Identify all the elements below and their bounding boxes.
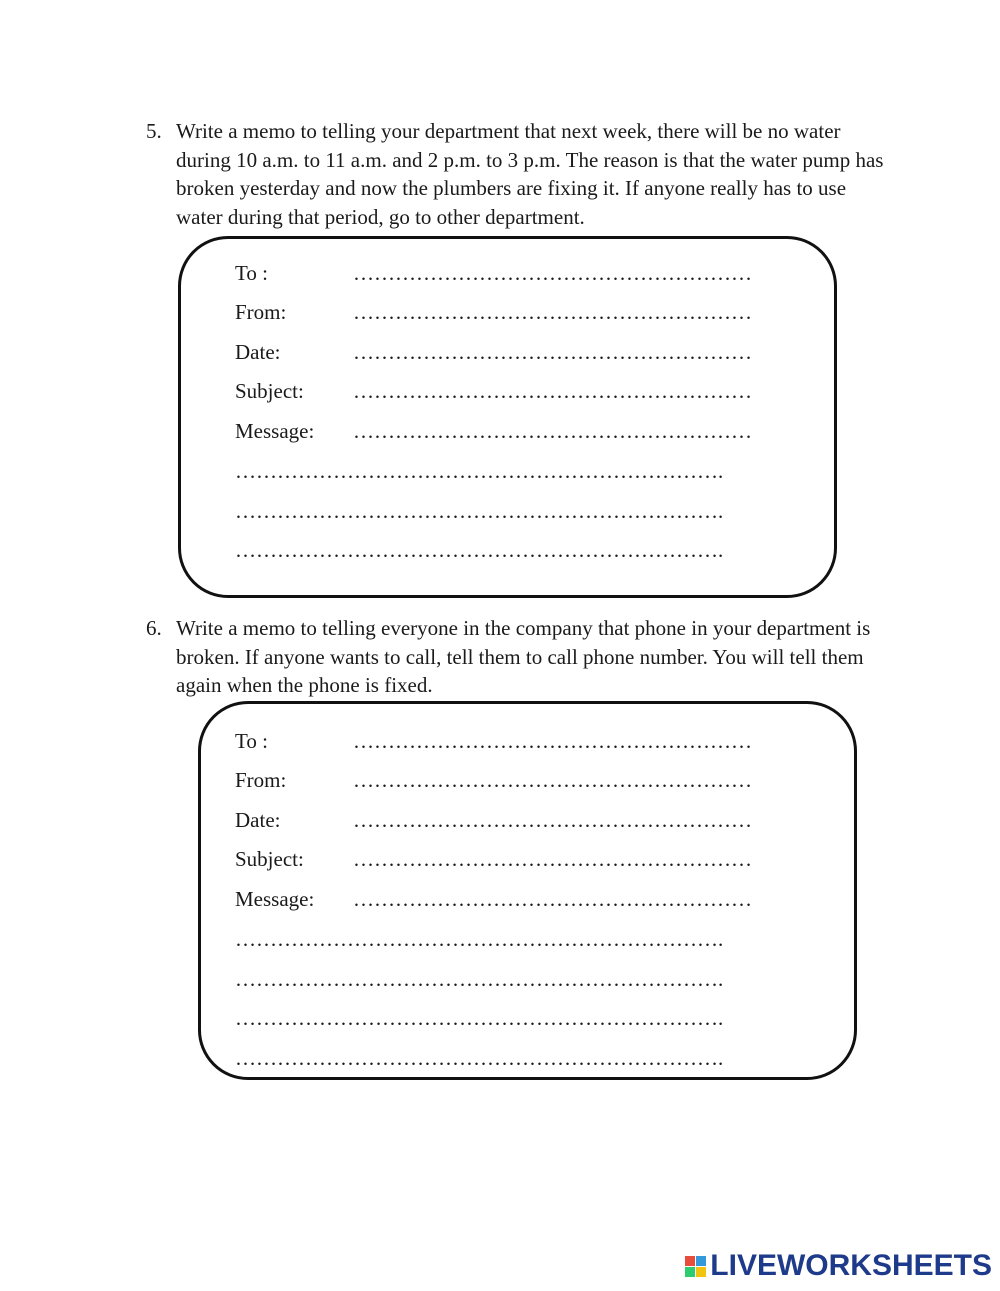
liveworksheets-logo[interactable] xyxy=(685,1249,992,1283)
memo6-subject-row xyxy=(235,845,752,873)
memo6-message-line-2[interactable]: ……………………………………………………………. xyxy=(235,967,724,991)
message-label: Message: xyxy=(235,419,315,443)
logo-block xyxy=(696,1256,706,1266)
memo5-date-row xyxy=(235,338,752,366)
memo5-to-row xyxy=(235,259,752,287)
memo5-subject-row xyxy=(235,377,752,405)
logo-block xyxy=(685,1267,695,1277)
memo6-from-row xyxy=(235,766,752,794)
subject-label: Subject: xyxy=(235,847,304,871)
memo5-message-line-1[interactable]: ……………………………………………………………. xyxy=(235,459,724,483)
message-answer-line[interactable]: ………………………………………………… xyxy=(353,419,752,443)
from-label: From: xyxy=(235,768,287,792)
to-label: To : xyxy=(235,261,268,285)
question-number: 6. xyxy=(146,616,162,640)
from-label: From: xyxy=(235,300,287,324)
message-answer-line[interactable]: ………………………………………………… xyxy=(353,887,752,911)
logo-blocks-icon xyxy=(685,1256,706,1277)
logo-block xyxy=(696,1267,706,1277)
memo5-message-line-2[interactable]: ……………………………………………………………. xyxy=(235,499,724,523)
question-number: 5. xyxy=(146,119,162,143)
to-answer-line[interactable]: ………………………………………………… xyxy=(353,729,752,753)
to-label: To : xyxy=(235,729,268,753)
memo5-from-row xyxy=(235,298,752,326)
memo6-date-row xyxy=(235,806,752,834)
memo6-message-line-3[interactable]: ……………………………………………………………. xyxy=(235,1006,724,1030)
date-label: Date: xyxy=(235,340,281,364)
memo6-to-row xyxy=(235,727,752,755)
memo5-message-line-3[interactable]: ……………………………………………………………. xyxy=(235,538,724,562)
from-answer-line[interactable]: ………………………………………………… xyxy=(353,300,752,324)
logo-block xyxy=(685,1256,695,1266)
memo6-message-line-4[interactable]: ……………………………………………………………. xyxy=(235,1046,724,1070)
to-answer-line[interactable]: ………………………………………………… xyxy=(353,261,752,285)
brand-text: LIVEWORKSHEETS xyxy=(710,1249,992,1282)
subject-label: Subject: xyxy=(235,379,304,403)
date-answer-line[interactable]: ………………………………………………… xyxy=(353,340,752,364)
memo6-message-row xyxy=(235,885,752,913)
date-label: Date: xyxy=(235,808,281,832)
message-label: Message: xyxy=(235,887,315,911)
question-text: Write a memo to telling your department that next week, there will be no water during 10 a.m. to 11 a.m. and 2 p.m. to 3 p.m. The reason is that the water pump has broken yesterday and now the plumbers are fixing it. If anyone really has to use water during that period, go to other department. xyxy=(176,119,884,229)
date-answer-line[interactable]: ………………………………………………… xyxy=(353,808,752,832)
question-6 xyxy=(146,614,886,700)
from-answer-line[interactable]: ………………………………………………… xyxy=(353,768,752,792)
question-text: Write a memo to telling everyone in the company that phone in your department is broken. If anyone wants to call, tell them to call phone number. You will tell them again when the phone is fixed. xyxy=(176,616,871,697)
question-5 xyxy=(146,117,886,231)
subject-answer-line[interactable]: ………………………………………………… xyxy=(353,847,752,871)
memo5-message-row xyxy=(235,417,752,445)
memo6-message-line-1[interactable]: ……………………………………………………………. xyxy=(235,927,724,951)
subject-answer-line[interactable]: ………………………………………………… xyxy=(353,379,752,403)
